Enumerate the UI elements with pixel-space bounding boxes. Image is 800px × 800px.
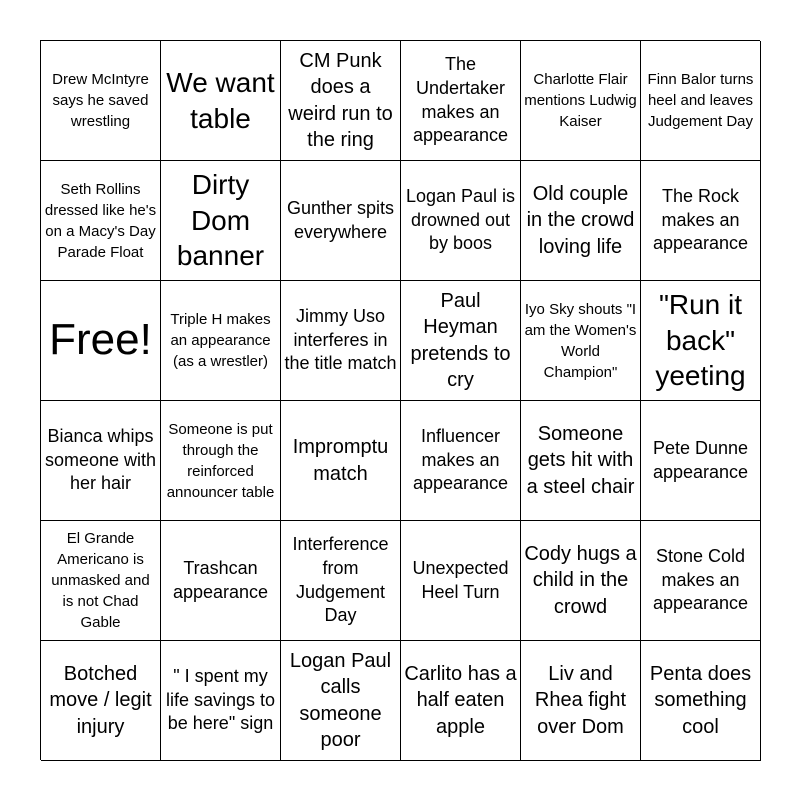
bingo-cell[interactable]: Logan Paul calls someone poor bbox=[281, 641, 401, 761]
bingo-cell[interactable]: The Undertaker makes an appearance bbox=[401, 41, 521, 161]
bingo-board bbox=[40, 40, 760, 760]
bingo-cell[interactable]: Impromptu match bbox=[281, 401, 401, 521]
bingo-cell[interactable]: Finn Balor turns heel and leaves Judgement Day bbox=[641, 41, 761, 161]
bingo-cell[interactable]: El Grande Americano is unmasked and is not Chad Gable bbox=[41, 521, 161, 641]
bingo-cell[interactable]: The Rock makes an appearance bbox=[641, 161, 761, 281]
bingo-cell[interactable]: Trashcan appearance bbox=[161, 521, 281, 641]
bingo-cell[interactable]: Iyo Sky shouts "I am the Women's World Champion" bbox=[521, 281, 641, 401]
bingo-cell[interactable]: " I spent my life savings to be here" sign bbox=[161, 641, 281, 761]
bingo-cell[interactable]: Jimmy Uso interferes in the title match bbox=[281, 281, 401, 401]
bingo-cell[interactable]: Drew McIntyre says he saved wrestling bbox=[41, 41, 161, 161]
bingo-cell[interactable]: We want table bbox=[161, 41, 281, 161]
bingo-cell[interactable]: Stone Cold makes an appearance bbox=[641, 521, 761, 641]
bingo-cell[interactable]: Influencer makes an appearance bbox=[401, 401, 521, 521]
bingo-cell[interactable]: Paul Heyman pretends to cry bbox=[401, 281, 521, 401]
bingo-cell[interactable]: Penta does something cool bbox=[641, 641, 761, 761]
bingo-cell[interactable]: Seth Rollins dressed like he's on a Macy's Day Parade Float bbox=[41, 161, 161, 281]
bingo-cell[interactable]: Interference from Judgement Day bbox=[281, 521, 401, 641]
bingo-cell[interactable]: Charlotte Flair mentions Ludwig Kaiser bbox=[521, 41, 641, 161]
bingo-cell[interactable]: Triple H makes an appearance (as a wrestler) bbox=[161, 281, 281, 401]
bingo-cell[interactable]: Carlito has a half eaten apple bbox=[401, 641, 521, 761]
bingo-cell[interactable]: Botched move / legit injury bbox=[41, 641, 161, 761]
bingo-cell[interactable]: Cody hugs a child in the crowd bbox=[521, 521, 641, 641]
bingo-cell[interactable]: Gunther spits everywhere bbox=[281, 161, 401, 281]
bingo-cell[interactable]: Unexpected Heel Turn bbox=[401, 521, 521, 641]
bingo-cell[interactable]: Bianca whips someone with her hair bbox=[41, 401, 161, 521]
free-space-cell[interactable]: Free! bbox=[41, 281, 161, 401]
bingo-cell[interactable]: "Run it back" yeeting bbox=[641, 281, 761, 401]
bingo-cell[interactable]: Someone gets hit with a steel chair bbox=[521, 401, 641, 521]
bingo-cell[interactable]: Someone is put through the reinforced announcer table bbox=[161, 401, 281, 521]
bingo-cell[interactable]: Logan Paul is drowned out by boos bbox=[401, 161, 521, 281]
bingo-cell[interactable]: Dirty Dom banner bbox=[161, 161, 281, 281]
bingo-cell[interactable]: Old couple in the crowd loving life bbox=[521, 161, 641, 281]
bingo-cell[interactable]: CM Punk does a weird run to the ring bbox=[281, 41, 401, 161]
bingo-cell[interactable]: Pete Dunne appearance bbox=[641, 401, 761, 521]
bingo-cell[interactable]: Liv and Rhea fight over Dom bbox=[521, 641, 641, 761]
